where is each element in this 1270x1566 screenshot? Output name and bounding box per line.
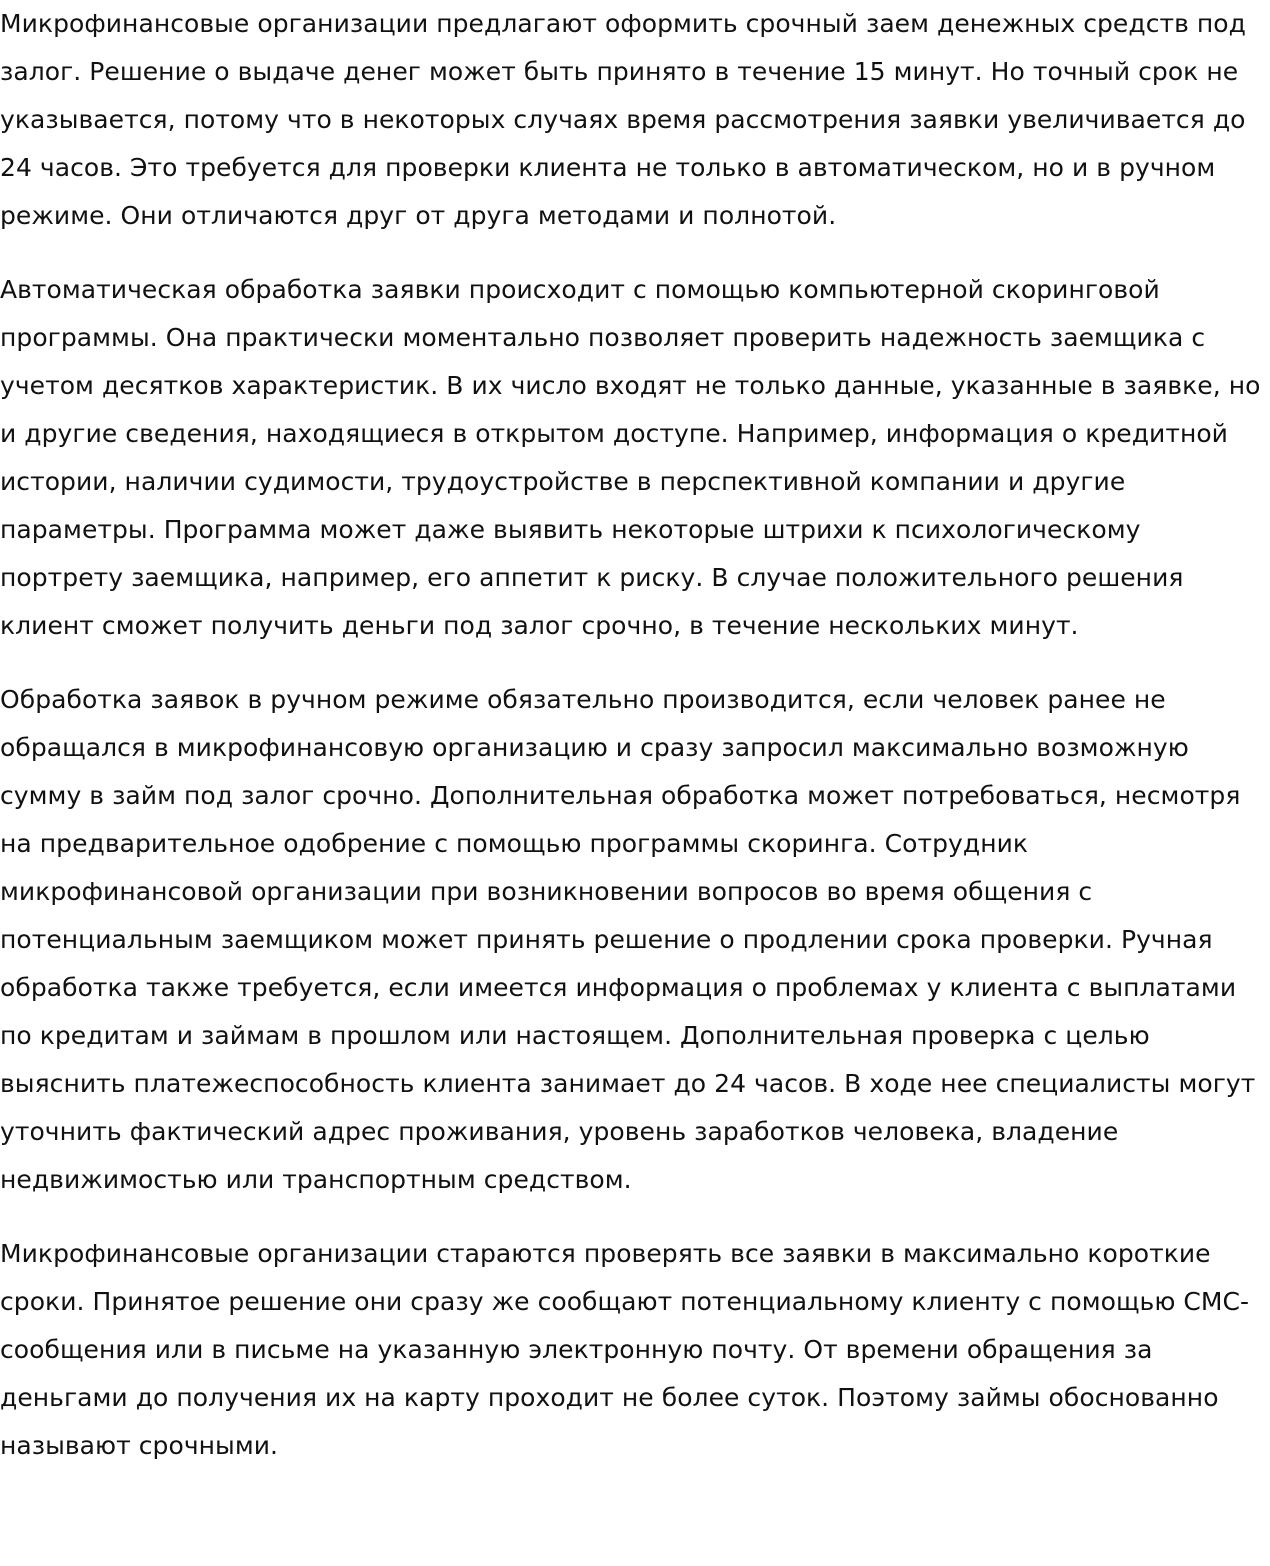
article-paragraph-2: Автоматическая обработка заявки происходит с помощью компьютерной скоринговой программы. Она практически моментально позволяет проверить надежность заемщика с учетом десятков характеристик. В их число входят не только данные, указанные в заявке, но и другие сведения, находящиеся в открытом доступе. Например, информация о кредитной истории, наличии судимости, трудоустройстве в перспективной компании и другие параметры. Программа может даже выявить некоторые штрихи к психологическому портрету заемщика, например, его аппетит к риску. В случае положительного решения клиент сможет получить деньги под залог срочно, в течение нескольких минут. — [0, 275, 1261, 640]
article-paragraph-4: Микрофинансовые организации стараются проверять все заявки в максимально короткие сроки. Принятое решение они сразу же сообщают потенциальному клиенту с помощью СМС-сообщения или в письме на указанную электронную почту. От времени обращения за деньгами до получения их на карту проходит не более суток. Поэтому займы обоснованно называют срочными. — [0, 1239, 1250, 1460]
article-paragraph-1: Микрофинансовые организации предлагают оформить срочный заем денежных средств под залог. Решение о выдаче денег может быть принято в течение 15 минут. Но точный срок не указывается, потому что в некоторых случаях время рассмотрения заявки увеличивается до 24 часов. Это требуется для проверки клиента не только в автоматическом, но и в ручном режиме. Они отличаются друг от друга методами и полнотой. — [0, 9, 1246, 230]
article-paragraph-3: Обработка заявок в ручном режиме обязательно производится, если человек ранее не обращался в микрофинансовую организацию и сразу запросил максимально возможную сумму в займ под залог срочно. Дополнительная обработка может потребоваться, несмотря на предварительное одобрение с помощью программы скоринга. Сотрудник микрофинансовой организации при возникновении вопросов во время общения с потенциальным заемщиком может принять решение о продлении срока проверки. Ручная обработка также требуется, если имеется информация о проблемах у клиента с выплатами по кредитам и займам в прошлом или настоящем. Дополнительная проверка с целью выяснить платежеспособность клиента занимает до 24 часов. В ходе нее специалисты могут уточнить фактический адрес проживания, уровень заработков человека, владение недвижимостью или транспортным средством. — [0, 685, 1256, 1194]
